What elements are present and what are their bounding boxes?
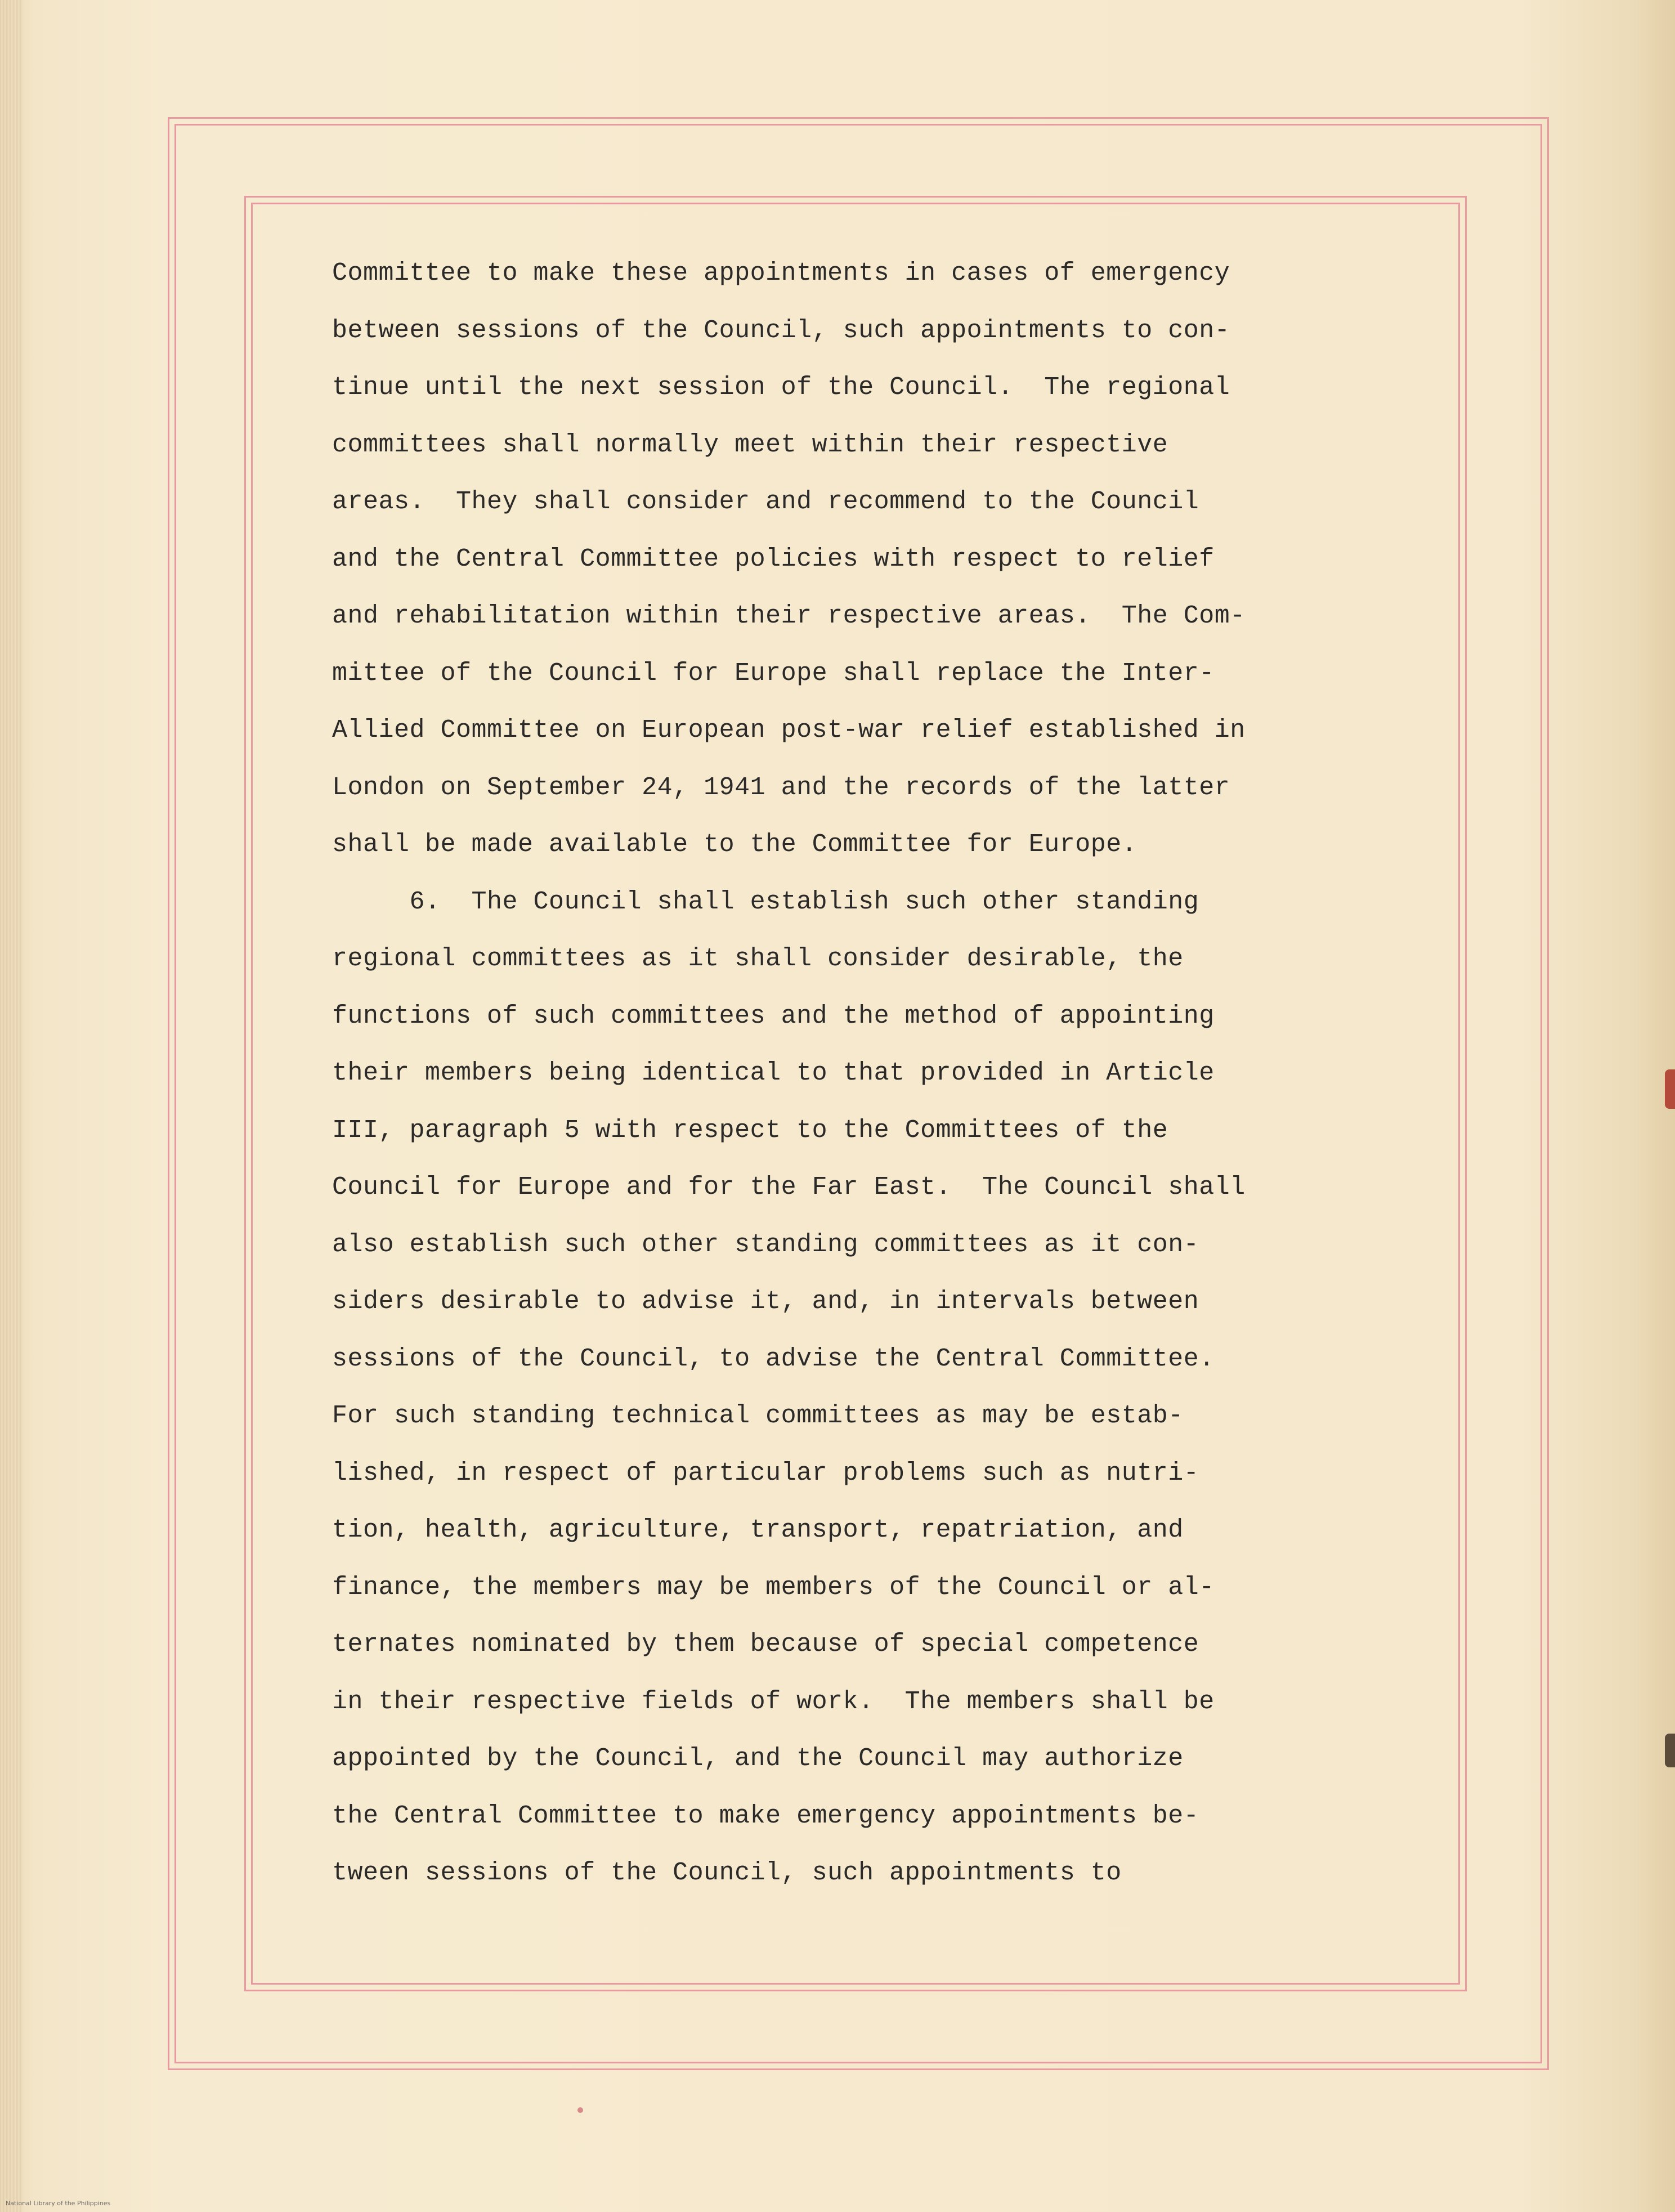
text-line-15: their members being identical to that provided in Article <box>332 1059 1215 1087</box>
text-line-12: 6. The Council shall establish such other standing <box>332 887 1199 916</box>
text-line-8: mittee of the Council for Europe shall replace the Inter- <box>332 659 1215 688</box>
text-line-20: sessions of the Council, to advise the Central Committee. <box>332 1344 1215 1373</box>
text-line-6: and the Central Committee policies with respect to relief <box>332 544 1215 574</box>
text-line-28: the Central Committee to make emergency appointments be- <box>332 1801 1199 1830</box>
text-line-10: London on September 24, 1941 and the records of the latter <box>332 773 1230 802</box>
text-line-3: tinue until the next session of the Council. The regional <box>332 373 1230 402</box>
text-line-25: ternates nominated by them because of special competence <box>332 1630 1199 1659</box>
text-line-22: lished, in respect of particular problems such as nutri- <box>332 1458 1199 1488</box>
text-line-9: Allied Committee on European post-war relief established in <box>332 716 1246 745</box>
text-line-21: For such standing technical committees as may be estab- <box>332 1401 1184 1430</box>
ink-speck <box>577 2107 583 2113</box>
page-tab-marker <box>1665 1069 1675 1109</box>
text-line-24: finance, the members may be members of the Council or al- <box>332 1573 1215 1602</box>
text-line-13: regional committees as it shall consider desirable, the <box>332 944 1184 973</box>
text-line-18: also establish such other standing committees as it con- <box>332 1230 1199 1259</box>
text-line-1: Committee to make these appointments in cases of emergency <box>332 259 1230 288</box>
text-line-19: siders desirable to advise it, and, in intervals between <box>332 1287 1199 1316</box>
text-line-11: shall be made available to the Committee for Europe. <box>332 830 1137 859</box>
text-line-4: committees shall normally meet within their respective <box>332 430 1168 459</box>
text-line-2: between sessions of the Council, such appointments to con- <box>332 316 1230 345</box>
text-line-14: functions of such committees and the method of appointing <box>332 1001 1215 1031</box>
page-tab-marker <box>1665 1734 1675 1767</box>
text-line-5: areas. They shall consider and recommend to the Council <box>332 487 1199 516</box>
text-line-23: tion, health, agriculture, transport, repatriation, and <box>332 1516 1184 1544</box>
text-line-29: tween sessions of the Council, such appointments to <box>332 1859 1122 1887</box>
page-edge <box>0 0 23 2212</box>
text-line-16: III, paragraph 5 with respect to the Committees of the <box>332 1116 1168 1145</box>
text-line-26: in their respective fields of work. The members shall be <box>332 1687 1215 1716</box>
document-body <box>332 253 1401 1910</box>
archive-footer: National Library of the Philippines <box>6 2200 111 2207</box>
text-line-17: Council for Europe and for the Far East. The Council shall <box>332 1173 1246 1202</box>
text-line-27: appointed by the Council, and the Council may authorize <box>332 1744 1184 1773</box>
text-line-7: and rehabilitation within their respective areas. The Com- <box>332 602 1246 630</box>
